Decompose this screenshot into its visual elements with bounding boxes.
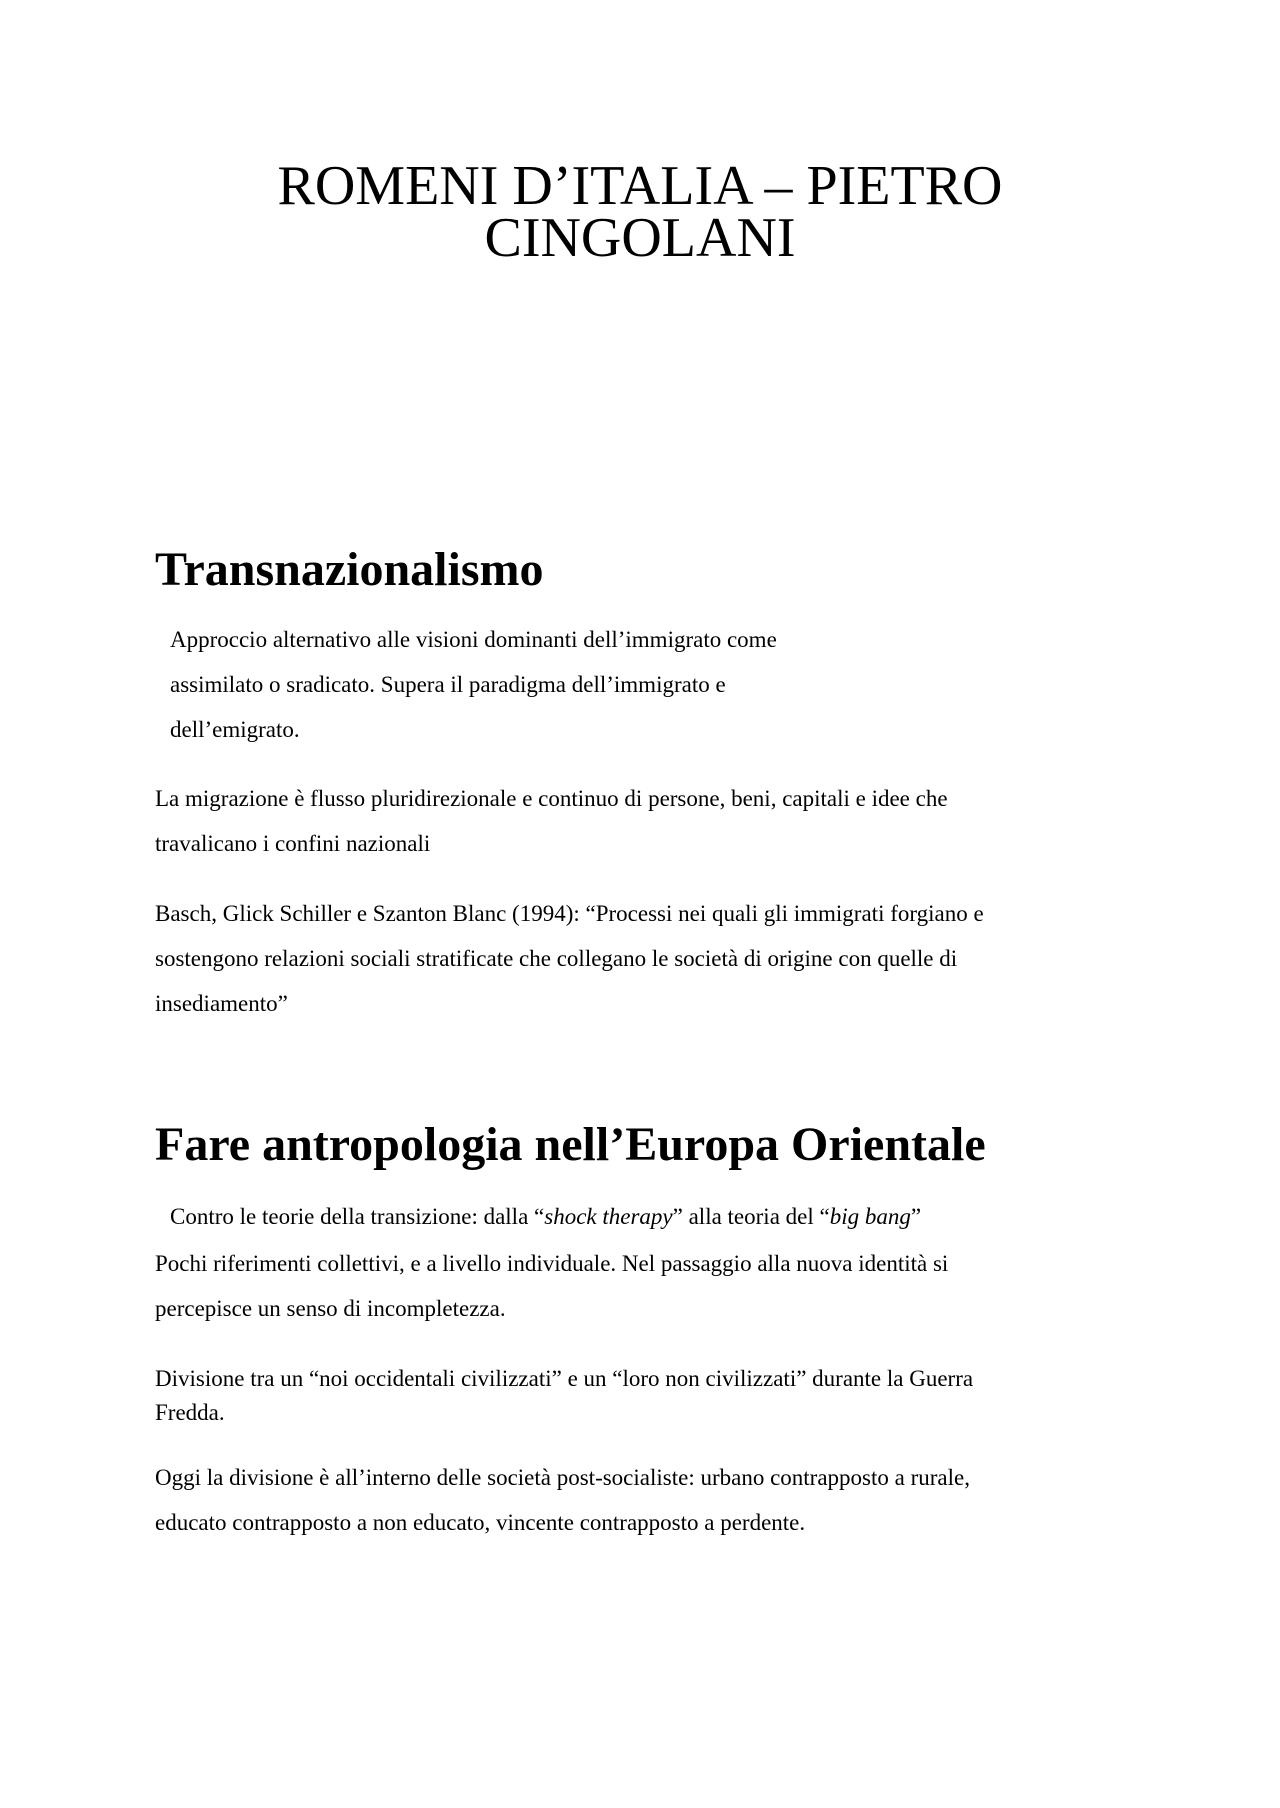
paragraph-line: Oggi la divisione è all’interno delle società post-socialiste: urbano contrapposto a rurale, <box>155 1465 970 1490</box>
paragraph-riferimenti-collettivi <box>155 1241 1115 1331</box>
paragraph-line: Divisione tra un “noi occidentali civilizzati” e un “loro non civilizzati” durante la Guerra <box>155 1366 974 1391</box>
title-line-2: CINGOLANI <box>484 207 796 269</box>
paragraph-line: insediamento” <box>155 991 288 1016</box>
paragraph-basch-quote <box>155 891 1115 1026</box>
paragraph-line: Basch, Glick Schiller e Szanton Blanc (1994): “Processi nei quali gli immigrati forgiano e <box>155 901 984 926</box>
paragraph-text: ” alla teoria del “ <box>672 1204 830 1229</box>
emphasis-shock-therapy: shock therapy <box>544 1204 673 1229</box>
section-heading-fare-antropologia: Fare antropologia nell’Europa Orientale <box>155 1118 986 1171</box>
section-heading-transnazionalismo: Transnazionalismo <box>155 543 544 596</box>
title-line-1: ROMENI D’ITALIA – PIETRO <box>277 155 1003 217</box>
paragraph-divisione-post-socialista <box>155 1455 1115 1545</box>
paragraph-line: La migrazione è flusso pluridirezionale e continuo di persone, beni, capitali e idee che <box>155 786 948 811</box>
paragraph-line: dell’emigrato. <box>170 717 300 742</box>
paragraph-text: Contro le teorie della transizione: dalla “ <box>170 1204 545 1229</box>
paragraph-migrazione <box>155 776 1115 866</box>
emphasis-big-bang: big bang <box>829 1204 911 1229</box>
paragraph-line: travalicano i confini nazionali <box>155 831 431 856</box>
paragraph-line: Approccio alternativo alle visioni dominanti dell’immigrato come <box>170 627 777 652</box>
paragraph-line: assimilato o sradicato. Supera il paradigma dell’immigrato e <box>170 672 726 697</box>
paragraph-text: ” <box>910 1204 922 1229</box>
paragraph-line: sostengono relazioni sociali stratificate che collegano le società di origine con quelle di <box>155 946 958 971</box>
paragraph-line: percepisce un senso di incompletezza. <box>155 1296 506 1321</box>
paragraph-approccio <box>170 617 900 752</box>
paragraph-teorie-transizione <box>170 1194 1070 1239</box>
paragraph-divisione-guerra-fredda <box>155 1362 1115 1430</box>
paragraph-line: Fredda. <box>155 1400 225 1425</box>
paragraph-line: educato contrapposto a non educato, vincente contrapposto a perdente. <box>155 1510 806 1535</box>
paragraph-line: Pochi riferimenti collettivi, e a livello individuale. Nel passaggio alla nuova identità si <box>155 1251 949 1276</box>
document-title <box>200 155 1080 269</box>
